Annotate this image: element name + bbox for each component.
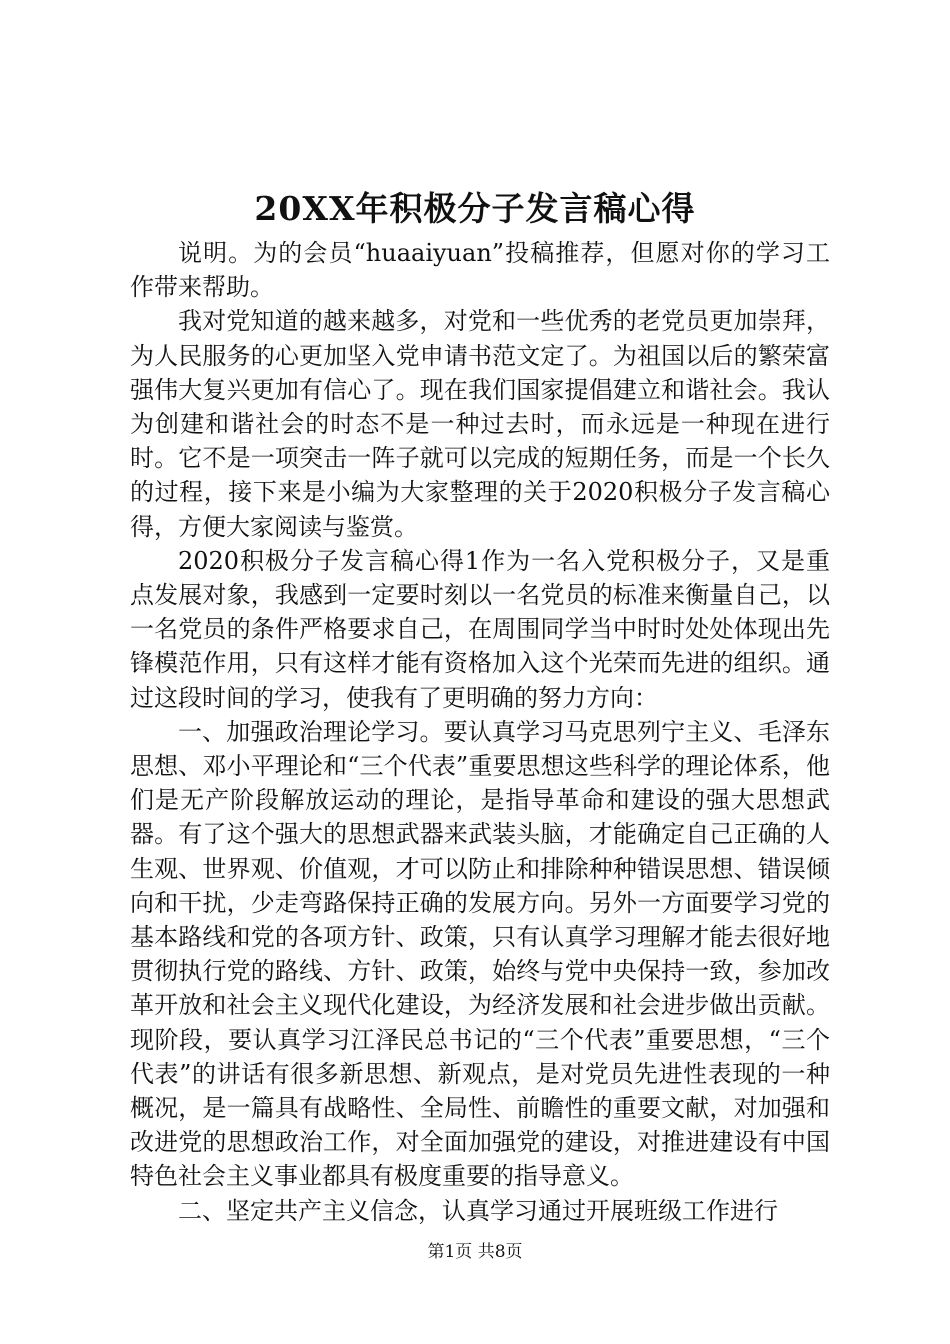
- paragraph-point-two: 二、坚定共产主义信念，认真学习通过开展班级工作进行: [178, 1196, 778, 1225]
- page-number-footer: 第1页 共8页: [427, 1242, 523, 1262]
- paragraph-point-one: 一、加强政治理论学习。要认真学习马克思列宁主义、毛泽东思想、邓小平理论和“三个代表”重要思想这些科学的理论体系，他们是无产阶段解放运动的理论，是指导革命和建设的强大思想武器。有了这个强大的思想武器来武装头脑，才能确定自己正确的人生观、世界观、价值观，才可以防止和排除种种错误思想、错误倾向和干扰，少走弯路保持正确的发展方向。另外一方面要学习党的基本路线和党的各项方针、政策，只有认真学习理解才能去很好地贯彻执行党的路线、方针、政策，始终与党中央保持一致，参加改革开放和社会主义现代化建设，为经济发展和社会进步做出贡献。现阶段，要认真学习江泽民总书记的“三个代表”重要思想，“三个代表”的讲话有很多新思想、新观点，是对党员先进性表现的一种概况，是一篇具有战略性、全局性、前瞻性的重要文献，对加强和改进党的思想政治工作，对全面加强党的建设，对推进建设有中国特色社会主义事业都具有极度重要的指导意义。: [130, 717, 830, 1191]
- paragraph-note: 说明。为的会员“huaaiyuan”投稿推荐，但愿对你的学习工作带来帮助。: [130, 239, 830, 302]
- paragraph-section-heading: 2020积极分子发言稿心得1作为一名入党积极分子，又是重点发展对象，我感到一定要时刻以一名党员的标准来衡量自己，以一名党员的条件严格要求自己，在周围同学当中时时处处体现出先锋模范作用，只有这样才能有资格加入这个光荣而先进的组织。通过这段时间的学习，使我有了更明确的努力方向：: [130, 546, 830, 712]
- document-body: [130, 236, 830, 1228]
- document-title: 20XX年积极分子发言稿心得: [254, 189, 696, 228]
- paragraph-intro: 我对党知道的越来越多，对党和一些优秀的老党员更加崇拜，为人民服务的心更加坚入党申请书范文定了。为祖国以后的繁荣富强伟大复兴更加有信心了。现在我们国家提倡建立和谐社会。我认为创建和谐社会的时态不是一种过去时，而永远是一种现在进行时。它不是一项突击一阵子就可以完成的短期任务，而是一个长久的过程，接下来是小编为大家整理的关于2020积极分子发言稿心得，方便大家阅读与鉴赏。: [130, 307, 830, 541]
